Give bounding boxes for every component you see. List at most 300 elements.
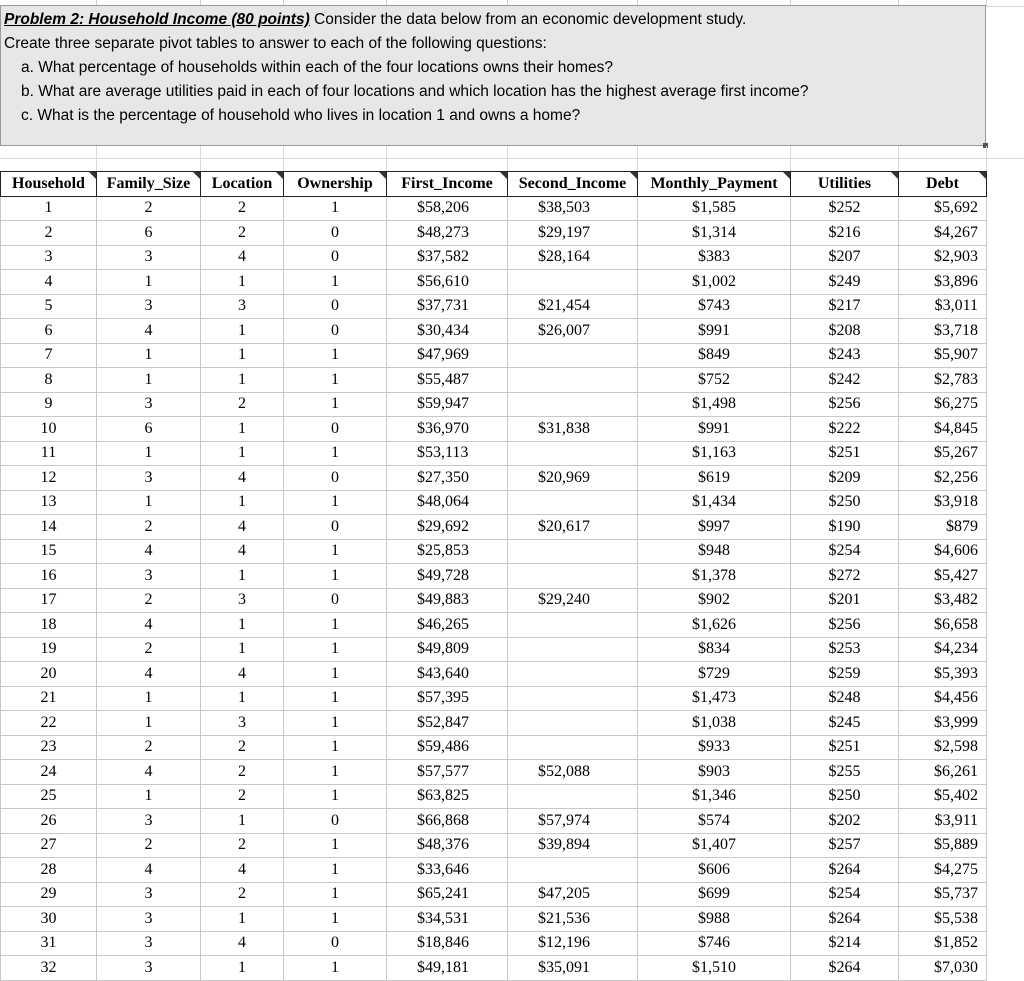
cell-location[interactable]: 2: [201, 196, 284, 221]
cell-debt[interactable]: $5,889: [899, 833, 987, 858]
cell-debt[interactable]: $6,261: [899, 760, 987, 785]
cell-monthly-payment[interactable]: $383: [638, 245, 791, 270]
cell-utilities[interactable]: $207: [791, 245, 899, 270]
cell-location[interactable]: 2: [201, 735, 284, 760]
cell-second-income[interactable]: [508, 270, 638, 295]
cell-monthly-payment[interactable]: $997: [638, 515, 791, 540]
cell-household[interactable]: 25: [1, 784, 97, 809]
cell-debt[interactable]: $3,999: [899, 711, 987, 736]
cell-monthly-payment[interactable]: $1,378: [638, 564, 791, 589]
cell-monthly-payment[interactable]: $619: [638, 466, 791, 491]
cell-utilities[interactable]: $254: [791, 539, 899, 564]
cell-ownership[interactable]: 1: [284, 368, 387, 393]
cell-monthly-payment[interactable]: $849: [638, 343, 791, 368]
cell-second-income[interactable]: [508, 711, 638, 736]
cell-family-size[interactable]: 3: [97, 907, 201, 932]
cell-location[interactable]: 1: [201, 637, 284, 662]
cell-family-size[interactable]: 4: [97, 319, 201, 344]
cell-second-income[interactable]: $35,091: [508, 956, 638, 981]
cell-household[interactable]: 23: [1, 735, 97, 760]
cell-first-income[interactable]: $37,582: [387, 245, 508, 270]
cell-family-size[interactable]: 1: [97, 784, 201, 809]
cell-household[interactable]: 22: [1, 711, 97, 736]
cell-ownership[interactable]: 1: [284, 564, 387, 589]
cell-monthly-payment[interactable]: $933: [638, 735, 791, 760]
cell-household[interactable]: 29: [1, 882, 97, 907]
cell-second-income[interactable]: $21,454: [508, 294, 638, 319]
cell-household[interactable]: 11: [1, 441, 97, 466]
cell-household[interactable]: 12: [1, 466, 97, 491]
cell-utilities[interactable]: $190: [791, 515, 899, 540]
cell-monthly-payment[interactable]: $729: [638, 662, 791, 687]
cell-ownership[interactable]: 0: [284, 245, 387, 270]
cell-second-income[interactable]: $52,088: [508, 760, 638, 785]
cell-utilities[interactable]: $243: [791, 343, 899, 368]
cell-second-income[interactable]: [508, 441, 638, 466]
cell-monthly-payment[interactable]: $1,002: [638, 270, 791, 295]
cell-utilities[interactable]: $217: [791, 294, 899, 319]
cell-first-income[interactable]: $47,969: [387, 343, 508, 368]
cell-location[interactable]: 4: [201, 539, 284, 564]
cell-utilities[interactable]: $259: [791, 662, 899, 687]
cell-family-size[interactable]: 4: [97, 613, 201, 638]
cell-first-income[interactable]: $49,728: [387, 564, 508, 589]
cell-utilities[interactable]: $209: [791, 466, 899, 491]
cell-second-income[interactable]: $20,969: [508, 466, 638, 491]
cell-ownership[interactable]: 1: [284, 784, 387, 809]
cell-ownership[interactable]: 1: [284, 270, 387, 295]
cell-location[interactable]: 1: [201, 809, 284, 834]
cell-debt[interactable]: $1,852: [899, 931, 987, 956]
cell-first-income[interactable]: $25,853: [387, 539, 508, 564]
cell-first-income[interactable]: $59,486: [387, 735, 508, 760]
cell-debt[interactable]: $5,393: [899, 662, 987, 687]
cell-household[interactable]: 27: [1, 833, 97, 858]
cell-monthly-payment[interactable]: $991: [638, 417, 791, 442]
cell-monthly-payment[interactable]: $902: [638, 588, 791, 613]
cell-ownership[interactable]: 1: [284, 760, 387, 785]
cell-debt[interactable]: $3,918: [899, 490, 987, 515]
cell-second-income[interactable]: $38,503: [508, 196, 638, 221]
header-location[interactable]: Location: [201, 172, 284, 197]
cell-location[interactable]: 1: [201, 564, 284, 589]
cell-ownership[interactable]: 0: [284, 588, 387, 613]
cell-family-size[interactable]: 4: [97, 760, 201, 785]
cell-first-income[interactable]: $52,847: [387, 711, 508, 736]
table-row: [1, 490, 987, 515]
cell-location[interactable]: 4: [201, 245, 284, 270]
cell-family-size[interactable]: 3: [97, 245, 201, 270]
cell-second-income[interactable]: [508, 613, 638, 638]
cell-utilities[interactable]: $256: [791, 613, 899, 638]
cell-monthly-payment[interactable]: $1,626: [638, 613, 791, 638]
cell-ownership[interactable]: 1: [284, 662, 387, 687]
header-second-income[interactable]: Second_Income: [508, 172, 638, 197]
header-first-income[interactable]: First_Income: [387, 172, 508, 197]
cell-ownership[interactable]: 1: [284, 907, 387, 932]
cell-debt[interactable]: $4,234: [899, 637, 987, 662]
cell-second-income[interactable]: $57,974: [508, 809, 638, 834]
cell-first-income[interactable]: $43,640: [387, 662, 508, 687]
cell-second-income[interactable]: [508, 368, 638, 393]
cell-location[interactable]: 3: [201, 711, 284, 736]
cell-debt[interactable]: $7,030: [899, 956, 987, 981]
cell-household[interactable]: 4: [1, 270, 97, 295]
cell-ownership[interactable]: 1: [284, 686, 387, 711]
cell-second-income[interactable]: [508, 784, 638, 809]
cell-utilities[interactable]: $245: [791, 711, 899, 736]
cell-family-size[interactable]: 3: [97, 564, 201, 589]
cell-ownership[interactable]: 1: [284, 539, 387, 564]
cell-second-income[interactable]: [508, 490, 638, 515]
cell-monthly-payment[interactable]: $988: [638, 907, 791, 932]
cell-first-income[interactable]: $55,487: [387, 368, 508, 393]
cell-monthly-payment[interactable]: $606: [638, 858, 791, 883]
cell-utilities[interactable]: $250: [791, 784, 899, 809]
cell-family-size[interactable]: 2: [97, 735, 201, 760]
cell-debt[interactable]: $5,692: [899, 196, 987, 221]
header-monthly-payment[interactable]: Monthly_Payment: [638, 172, 791, 197]
cell-family-size[interactable]: 3: [97, 466, 201, 491]
cell-household[interactable]: 10: [1, 417, 97, 442]
cell-ownership[interactable]: 0: [284, 931, 387, 956]
cell-first-income[interactable]: $48,376: [387, 833, 508, 858]
cell-debt[interactable]: $3,896: [899, 270, 987, 295]
cell-second-income[interactable]: $12,196: [508, 931, 638, 956]
cell-first-income[interactable]: $30,434: [387, 319, 508, 344]
cell-family-size[interactable]: 1: [97, 686, 201, 711]
cell-second-income[interactable]: $21,536: [508, 907, 638, 932]
cell-utilities[interactable]: $253: [791, 637, 899, 662]
cell-first-income[interactable]: $66,868: [387, 809, 508, 834]
cell-monthly-payment[interactable]: $1,407: [638, 833, 791, 858]
cell-debt[interactable]: $6,658: [899, 613, 987, 638]
cell-family-size[interactable]: 3: [97, 882, 201, 907]
cell-ownership[interactable]: 1: [284, 196, 387, 221]
cell-ownership[interactable]: 1: [284, 858, 387, 883]
cell-location[interactable]: 1: [201, 613, 284, 638]
cell-ownership[interactable]: 1: [284, 833, 387, 858]
header-family-size[interactable]: Family_Size: [97, 172, 201, 197]
cell-second-income[interactable]: $29,240: [508, 588, 638, 613]
cell-monthly-payment[interactable]: $746: [638, 931, 791, 956]
cell-first-income[interactable]: $36,970: [387, 417, 508, 442]
cell-family-size[interactable]: 2: [97, 588, 201, 613]
cell-utilities[interactable]: $251: [791, 735, 899, 760]
cell-first-income[interactable]: $29,692: [387, 515, 508, 540]
cell-family-size[interactable]: 4: [97, 539, 201, 564]
cell-first-income[interactable]: $37,731: [387, 294, 508, 319]
cell-family-size[interactable]: 6: [97, 221, 201, 246]
cell-debt[interactable]: $3,011: [899, 294, 987, 319]
cell-household[interactable]: 19: [1, 637, 97, 662]
cell-first-income[interactable]: $27,350: [387, 466, 508, 491]
cell-location[interactable]: 3: [201, 588, 284, 613]
cell-debt[interactable]: $6,275: [899, 392, 987, 417]
cell-family-size[interactable]: 2: [97, 833, 201, 858]
cell-household[interactable]: 32: [1, 956, 97, 981]
cell-location[interactable]: 4: [201, 662, 284, 687]
cell-utilities[interactable]: $208: [791, 319, 899, 344]
cell-family-size[interactable]: 3: [97, 809, 201, 834]
cell-monthly-payment[interactable]: $834: [638, 637, 791, 662]
cell-family-size[interactable]: 3: [97, 392, 201, 417]
cell-first-income[interactable]: $57,577: [387, 760, 508, 785]
cell-second-income[interactable]: $28,164: [508, 245, 638, 270]
cell-ownership[interactable]: 0: [284, 417, 387, 442]
cell-utilities[interactable]: $255: [791, 760, 899, 785]
cell-location[interactable]: 4: [201, 931, 284, 956]
cell-utilities[interactable]: $216: [791, 221, 899, 246]
cell-first-income[interactable]: $56,610: [387, 270, 508, 295]
cell-second-income[interactable]: $20,617: [508, 515, 638, 540]
header-debt[interactable]: Debt: [899, 172, 987, 197]
cell-household[interactable]: 2: [1, 221, 97, 246]
cell-utilities[interactable]: $242: [791, 368, 899, 393]
cell-household[interactable]: 26: [1, 809, 97, 834]
cell-monthly-payment[interactable]: $1,498: [638, 392, 791, 417]
cell-location[interactable]: 1: [201, 417, 284, 442]
cell-location[interactable]: 2: [201, 760, 284, 785]
cell-location[interactable]: 4: [201, 515, 284, 540]
cell-household[interactable]: 16: [1, 564, 97, 589]
cell-family-size[interactable]: 1: [97, 270, 201, 295]
cell-household[interactable]: 5: [1, 294, 97, 319]
cell-family-size[interactable]: 3: [97, 294, 201, 319]
cell-ownership[interactable]: 0: [284, 515, 387, 540]
cell-ownership[interactable]: 1: [284, 343, 387, 368]
cell-monthly-payment[interactable]: $1,163: [638, 441, 791, 466]
cell-ownership[interactable]: 0: [284, 294, 387, 319]
cell-utilities[interactable]: $248: [791, 686, 899, 711]
cell-utilities[interactable]: $251: [791, 441, 899, 466]
cell-debt[interactable]: $2,598: [899, 735, 987, 760]
cell-location[interactable]: 1: [201, 368, 284, 393]
cell-ownership[interactable]: 0: [284, 466, 387, 491]
cell-family-size[interactable]: 6: [97, 417, 201, 442]
table-row: [1, 466, 987, 491]
cell-location[interactable]: 1: [201, 270, 284, 295]
cell-monthly-payment[interactable]: $1,510: [638, 956, 791, 981]
cell-household[interactable]: 14: [1, 515, 97, 540]
cell-first-income[interactable]: $58,206: [387, 196, 508, 221]
cell-household[interactable]: 24: [1, 760, 97, 785]
cell-family-size[interactable]: 3: [97, 931, 201, 956]
cell-debt[interactable]: $2,256: [899, 466, 987, 491]
cell-utilities[interactable]: $264: [791, 907, 899, 932]
cell-first-income[interactable]: $49,883: [387, 588, 508, 613]
cell-household[interactable]: 8: [1, 368, 97, 393]
cell-second-income[interactable]: $31,838: [508, 417, 638, 442]
cell-monthly-payment[interactable]: $743: [638, 294, 791, 319]
cell-second-income[interactable]: $26,007: [508, 319, 638, 344]
cell-second-income[interactable]: [508, 564, 638, 589]
cell-ownership[interactable]: 0: [284, 221, 387, 246]
cell-second-income[interactable]: $29,197: [508, 221, 638, 246]
cell-location[interactable]: 4: [201, 466, 284, 491]
cell-ownership[interactable]: 1: [284, 735, 387, 760]
cell-debt[interactable]: $3,718: [899, 319, 987, 344]
cell-first-income[interactable]: $33,646: [387, 858, 508, 883]
cell-debt[interactable]: $2,783: [899, 368, 987, 393]
cell-ownership[interactable]: 1: [284, 490, 387, 515]
cell-first-income[interactable]: $49,809: [387, 637, 508, 662]
cell-location[interactable]: 2: [201, 882, 284, 907]
cell-debt[interactable]: $2,903: [899, 245, 987, 270]
cell-debt[interactable]: $5,402: [899, 784, 987, 809]
cell-second-income[interactable]: [508, 343, 638, 368]
cell-monthly-payment[interactable]: $1,585: [638, 196, 791, 221]
cell-family-size[interactable]: 1: [97, 490, 201, 515]
cell-debt[interactable]: $4,267: [899, 221, 987, 246]
cell-location[interactable]: 1: [201, 956, 284, 981]
cell-ownership[interactable]: 1: [284, 711, 387, 736]
cell-first-income[interactable]: $18,846: [387, 931, 508, 956]
cell-debt[interactable]: $4,456: [899, 686, 987, 711]
cell-monthly-payment[interactable]: $1,346: [638, 784, 791, 809]
cell-debt[interactable]: $3,911: [899, 809, 987, 834]
cell-location[interactable]: 2: [201, 784, 284, 809]
cell-household[interactable]: 15: [1, 539, 97, 564]
cell-household[interactable]: 3: [1, 245, 97, 270]
cell-ownership[interactable]: 1: [284, 882, 387, 907]
cell-location[interactable]: 2: [201, 833, 284, 858]
cell-ownership[interactable]: 1: [284, 637, 387, 662]
cell-family-size[interactable]: 4: [97, 858, 201, 883]
cell-debt[interactable]: $4,845: [899, 417, 987, 442]
cell-household[interactable]: 13: [1, 490, 97, 515]
cell-utilities[interactable]: $257: [791, 833, 899, 858]
cell-monthly-payment[interactable]: $574: [638, 809, 791, 834]
cell-location[interactable]: 1: [201, 319, 284, 344]
cell-first-income[interactable]: $63,825: [387, 784, 508, 809]
cell-household[interactable]: 9: [1, 392, 97, 417]
cell-household[interactable]: 6: [1, 319, 97, 344]
cell-first-income[interactable]: $65,241: [387, 882, 508, 907]
header-household[interactable]: Household: [1, 172, 97, 197]
cell-family-size[interactable]: 1: [97, 441, 201, 466]
cell-ownership[interactable]: 1: [284, 956, 387, 981]
header-ownership[interactable]: Ownership: [284, 172, 387, 197]
cell-debt[interactable]: $5,538: [899, 907, 987, 932]
cell-utilities[interactable]: $250: [791, 490, 899, 515]
cell-location[interactable]: 3: [201, 294, 284, 319]
cell-household[interactable]: 1: [1, 196, 97, 221]
cell-family-size[interactable]: 1: [97, 343, 201, 368]
cell-second-income[interactable]: [508, 637, 638, 662]
header-utilities[interactable]: Utilities: [791, 172, 899, 197]
cell-location[interactable]: 2: [201, 392, 284, 417]
cell-utilities[interactable]: $249: [791, 270, 899, 295]
cell-first-income[interactable]: $57,395: [387, 686, 508, 711]
cell-first-income[interactable]: $53,113: [387, 441, 508, 466]
cell-debt[interactable]: $5,267: [899, 441, 987, 466]
cell-household[interactable]: 17: [1, 588, 97, 613]
cell-second-income[interactable]: [508, 686, 638, 711]
cell-location[interactable]: 1: [201, 441, 284, 466]
cell-monthly-payment[interactable]: $699: [638, 882, 791, 907]
cell-monthly-payment[interactable]: $1,473: [638, 686, 791, 711]
problem-statement-box[interactable]: [0, 5, 986, 146]
cell-utilities[interactable]: $201: [791, 588, 899, 613]
cell-second-income[interactable]: $47,205: [508, 882, 638, 907]
cell-monthly-payment[interactable]: $991: [638, 319, 791, 344]
cell-first-income[interactable]: $48,273: [387, 221, 508, 246]
cell-first-income[interactable]: $34,531: [387, 907, 508, 932]
cell-second-income[interactable]: [508, 392, 638, 417]
cell-monthly-payment[interactable]: $1,038: [638, 711, 791, 736]
cell-debt[interactable]: $5,737: [899, 882, 987, 907]
cell-debt[interactable]: $4,275: [899, 858, 987, 883]
cell-household[interactable]: 21: [1, 686, 97, 711]
cell-location[interactable]: 1: [201, 343, 284, 368]
cell-family-size[interactable]: 2: [97, 515, 201, 540]
cell-second-income[interactable]: [508, 735, 638, 760]
cell-utilities[interactable]: $252: [791, 196, 899, 221]
cell-utilities[interactable]: $272: [791, 564, 899, 589]
cell-second-income[interactable]: $39,894: [508, 833, 638, 858]
cell-household[interactable]: 18: [1, 613, 97, 638]
cell-location[interactable]: 2: [201, 221, 284, 246]
cell-location[interactable]: 1: [201, 907, 284, 932]
cell-location[interactable]: 1: [201, 490, 284, 515]
cell-household[interactable]: 7: [1, 343, 97, 368]
cell-monthly-payment[interactable]: $948: [638, 539, 791, 564]
cell-first-income[interactable]: $46,265: [387, 613, 508, 638]
cell-family-size[interactable]: 2: [97, 196, 201, 221]
cell-utilities[interactable]: $222: [791, 417, 899, 442]
cell-debt[interactable]: $879: [899, 515, 987, 540]
cell-family-size[interactable]: 4: [97, 662, 201, 687]
cell-debt[interactable]: $5,907: [899, 343, 987, 368]
cell-family-size[interactable]: 1: [97, 368, 201, 393]
cell-ownership[interactable]: 0: [284, 809, 387, 834]
cell-monthly-payment[interactable]: $903: [638, 760, 791, 785]
cell-utilities[interactable]: $264: [791, 858, 899, 883]
cell-second-income[interactable]: [508, 662, 638, 687]
cell-family-size[interactable]: 3: [97, 956, 201, 981]
cell-household[interactable]: 30: [1, 907, 97, 932]
cell-location[interactable]: 4: [201, 858, 284, 883]
cell-utilities[interactable]: $214: [791, 931, 899, 956]
cell-utilities[interactable]: $256: [791, 392, 899, 417]
cell-first-income[interactable]: $59,947: [387, 392, 508, 417]
cell-household[interactable]: 28: [1, 858, 97, 883]
cell-utilities[interactable]: $264: [791, 956, 899, 981]
cell-ownership[interactable]: 1: [284, 392, 387, 417]
cell-household[interactable]: 20: [1, 662, 97, 687]
cell-first-income[interactable]: $48,064: [387, 490, 508, 515]
cell-family-size[interactable]: 2: [97, 637, 201, 662]
cell-second-income[interactable]: [508, 539, 638, 564]
cell-second-income[interactable]: [508, 858, 638, 883]
cell-utilities[interactable]: $202: [791, 809, 899, 834]
cell-debt[interactable]: $5,427: [899, 564, 987, 589]
cell-ownership[interactable]: 0: [284, 319, 387, 344]
cell-utilities[interactable]: $254: [791, 882, 899, 907]
cell-debt[interactable]: $3,482: [899, 588, 987, 613]
cell-family-size[interactable]: 1: [97, 711, 201, 736]
cell-monthly-payment[interactable]: $1,314: [638, 221, 791, 246]
cell-ownership[interactable]: 1: [284, 441, 387, 466]
cell-household[interactable]: 31: [1, 931, 97, 956]
cell-debt[interactable]: $4,606: [899, 539, 987, 564]
cell-monthly-payment[interactable]: $752: [638, 368, 791, 393]
cell-location[interactable]: 1: [201, 686, 284, 711]
cell-ownership[interactable]: 1: [284, 613, 387, 638]
cell-first-income[interactable]: $49,181: [387, 956, 508, 981]
cell-monthly-payment[interactable]: $1,434: [638, 490, 791, 515]
